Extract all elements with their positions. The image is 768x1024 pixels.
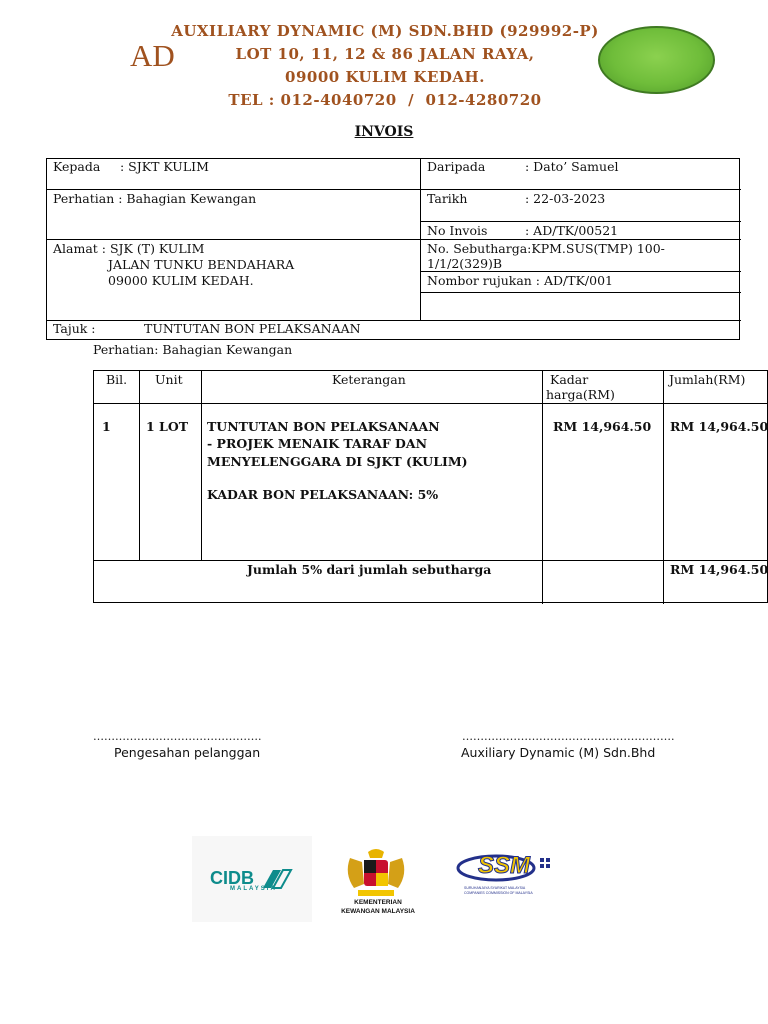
row-bil: 1 (102, 419, 111, 434)
cidb-logo-text: CIDB (210, 868, 254, 888)
col-keterangan: Keterangan (332, 372, 406, 387)
sebutharga-line2: 1/1/2(329)B (427, 256, 503, 271)
daripada-label: Daripada (427, 159, 486, 174)
ssm-sub2: COMPANIES COMMISSION OF MALAYSIA (464, 891, 533, 895)
document-title: INVOIS (354, 124, 414, 140)
row-desc-line4: KADAR BON PELAKSANAAN: 5% (207, 487, 439, 502)
tajuk-label: Tajuk : (53, 321, 96, 336)
nombor-rujukan: Nombor rujukan : AD/TK/001 (427, 273, 613, 288)
kkm-line1: KEMENTERIAN (354, 899, 402, 906)
company-signature-line: …………………………………………………. (462, 730, 675, 743)
col-kadar-line2: harga(RM) (546, 387, 615, 402)
col-kadar-line1: Kadar (550, 372, 589, 387)
green-oval-logo (598, 26, 715, 94)
sebutharga-line1: No. Sebutharga:KPM.SUS(TMP) 100- (427, 241, 665, 256)
col-jumlah: Jumlah(RM) (669, 372, 746, 387)
row-desc-line1: TUNTUTAN BON PELAKSANAAN (207, 419, 440, 434)
kkm-logo-text (328, 898, 428, 916)
daripada-value: : Dato’ Samuel (525, 159, 619, 174)
alamat-line2: JALAN TUNKU BENDAHARA (108, 257, 295, 272)
row-unit: 1 LOT (146, 419, 189, 434)
customer-signature-line: ………………………………………. (93, 730, 262, 743)
company-signature-label: Auxiliary Dynamic (M) Sdn.Bhd (461, 745, 656, 760)
kkm-line2: KEWANGAN MALAYSIA (341, 908, 415, 915)
items-table (93, 370, 768, 603)
total-value: RM 14,964.50 (670, 562, 768, 577)
cidb-logo-sub: MALAYSIA (230, 886, 277, 893)
no-invois-value: : AD/TK/00521 (525, 223, 619, 238)
row-jumlah: RM 14,964.50 (670, 419, 768, 434)
cidb-logo (210, 868, 293, 892)
tarikh-value: : 22-03-2023 (525, 191, 606, 206)
alamat-line3: 09000 KULIM KEDAH. (108, 273, 254, 288)
row-desc-line3: MENYELENGGARA DI SJKT (KULIM) (207, 454, 468, 469)
company-letterhead (150, 20, 620, 112)
company-address-line1: LOT 10, 11, 12 & 86 JALAN RAYA, (235, 45, 535, 63)
kepada-label: Kepada (53, 159, 101, 174)
company-logo-text: AD (130, 38, 175, 73)
col-bil: Bil. (106, 372, 128, 387)
customer-signature-label: Pengesahan pelanggan (114, 745, 261, 760)
company-name: AUXILIARY DYNAMIC (M) SDN.BHD (929992-P) (171, 22, 599, 40)
invoice-header-box (46, 158, 740, 340)
ssm-sub1: SURUHANJAYA SYARIKAT MALAYSIA (464, 886, 526, 890)
row-desc-line2: - PROJEK MENAIK TARAF DAN (207, 436, 428, 451)
perhatian-field: Perhatian : Bahagian Kewangan (53, 191, 257, 206)
ssm-logo-text: SSM (478, 852, 531, 879)
ssm-logo-sub (464, 886, 533, 896)
no-invois-label: No Invois (427, 223, 488, 238)
col-unit: Unit (155, 372, 183, 387)
total-label: Jumlah 5% dari jumlah sebutharga (247, 562, 492, 577)
perhatian-below: Perhatian: Bahagian Kewangan (93, 342, 293, 357)
coat-of-arms-icon (340, 848, 412, 900)
ssm-logo (456, 850, 556, 910)
tarikh-label: Tarikh (427, 191, 468, 206)
company-telephone: TEL : 012-4040720 / 012-4280720 (228, 91, 542, 109)
kepada-value: : SJKT KULIM (120, 159, 209, 174)
row-kadar: RM 14,964.50 (553, 419, 652, 434)
alamat-line1: Alamat : SJK (T) KULIM (53, 241, 205, 256)
company-address-line2: 09000 KULIM KEDAH. (285, 68, 485, 86)
tajuk-value: TUNTUTAN BON PELAKSANAAN (144, 321, 361, 336)
